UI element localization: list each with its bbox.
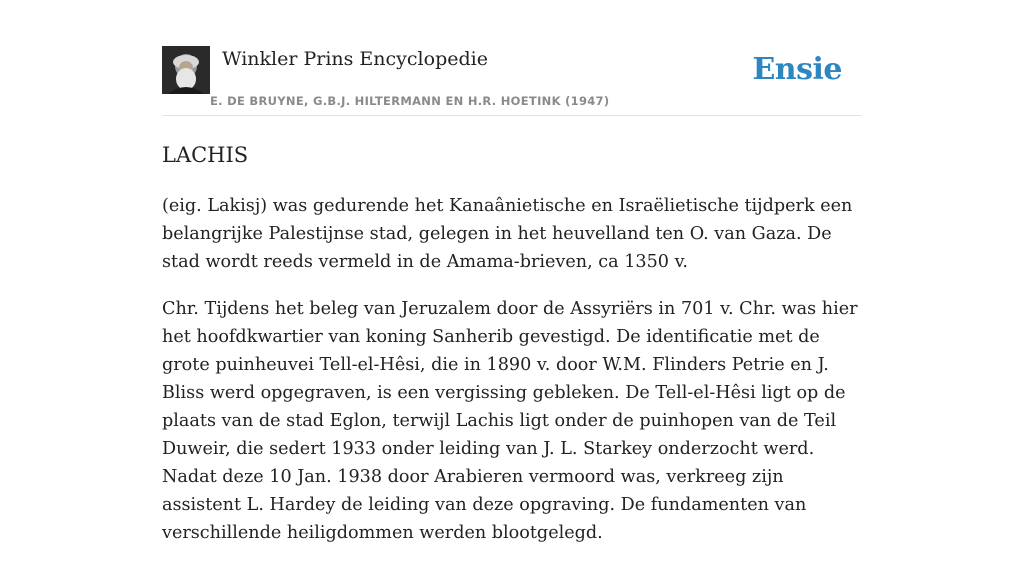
article-paragraph: (eig. Lakisj) was gedurende het Kanaânietische en Israëlietische tijdperk een belangrijke Palestijnse stad, gelegen in het heuvelland ten O. van Gaza. De stad wordt reeds vermeld in de Amama-brieven, ca 1350 v. bbox=[162, 196, 853, 272]
authors-credit: E. DE BRUYNE, G.B.J. HILTERMANN EN H.R. HOETINK (1947) bbox=[210, 94, 610, 108]
article-body bbox=[162, 192, 867, 566]
author-portrait-icon bbox=[162, 46, 210, 94]
article-title: LACHIS bbox=[162, 143, 249, 167]
site-name[interactable]: Winkler Prins Encyclopedie bbox=[222, 48, 488, 70]
site-header bbox=[162, 46, 862, 116]
brand-logo[interactable]: Ensie bbox=[752, 52, 842, 87]
article-paragraph: Chr. Tijdens het beleg van Jeruzalem door de Assyriërs in 701 v. Chr. was hier het hoofdkwartier van koning Sanherib gevestigd. De identificatie met de grote puinheuvei Tell-el-Hêsi, die in 1890 v. door W.M. Flinders Petrie en J. Bliss werd opgegraven, is een vergissing gebleken. De Tell-el-Hêsi ligt op de plaats van de stad Eglon, terwijl Lachis ligt onder de puinhopen van de Teil Duweir, die sedert 1933 onder leiding van J. L. Starkey onderzocht werd. Nadat deze 10 Jan. 1938 door Arabieren vermoord was, verkreeg zijn assistent L. Hardey de leiding van deze opgraving. De fundamenten van verschillende heiligdommen werden blootgelegd. bbox=[162, 299, 858, 543]
author-avatar bbox=[162, 46, 210, 94]
